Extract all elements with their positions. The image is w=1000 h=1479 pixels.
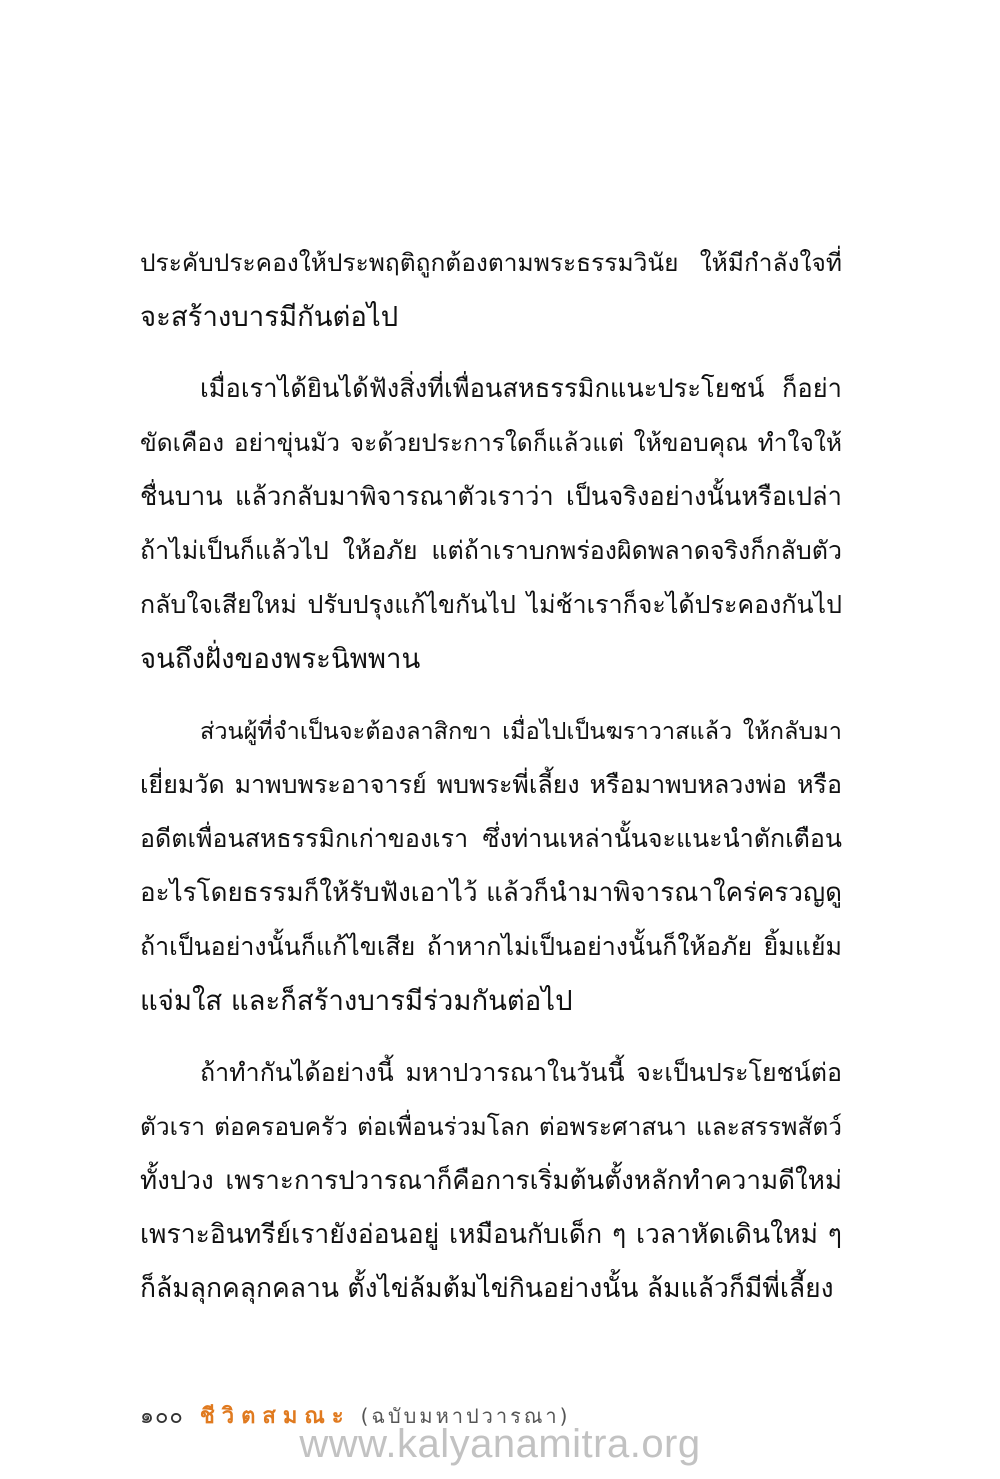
text-line: ถ้าเป็นอย่างนั้นก็แก้ไขเสีย ถ้าหากไม่เป็นอย่างนั้นก็ให้อภัย ยิ้มแย้ม bbox=[140, 932, 842, 961]
text-line: เยี่ยมวัด มาพบพระอาจารย์ พบพระพี่เลี้ยง หรือมาพบหลวงพ่อ หรือ bbox=[140, 770, 842, 799]
paragraph bbox=[140, 1046, 842, 1316]
watermark-url: www.kalyanamitra.org bbox=[299, 1422, 701, 1466]
text-line: ชื่นบาน แล้วกลับมาพิจารณาตัวเราว่า เป็นจริงอย่างนั้นหรือเปล่า bbox=[140, 482, 842, 512]
text-line: จนถึงฝั่งของพระนิพพาน bbox=[140, 643, 421, 675]
text-line: ส่วนผู้ที่จำเป็นจะต้องลาสิกขา เมื่อไปเป็นฆราวาสแล้ว ให้กลับมา bbox=[200, 717, 842, 745]
text-line: อดีตเพื่อนสหธรรมิกเก่าของเรา ซึ่งท่านเหล่านั้นจะแนะนำตักเตือน bbox=[140, 824, 842, 853]
text-line: แจ่มใส และก็สร้างบารมีร่วมกันต่อไป bbox=[140, 985, 573, 1017]
text-line: จะสร้างบารมีกันต่อไป bbox=[140, 301, 399, 333]
text-line: ถ้าไม่เป็นก็แล้วไป ให้อภัย แต่ถ้าเราบกพร่องผิดพลาดจริงก็กลับตัว bbox=[140, 536, 842, 565]
book-title: ชีวิตสมณะ bbox=[199, 1404, 351, 1429]
page-body bbox=[140, 236, 842, 1334]
page-number: ๑๐๐ bbox=[140, 1404, 184, 1429]
text-line: อะไรโดยธรรมก็ให้รับฟังเอาไว้ แล้วก็นำมาพิจารณาใคร่ครวญดู bbox=[140, 878, 842, 908]
body-paragraphs bbox=[140, 236, 842, 1316]
text-line: ขัดเคือง อย่าขุ่นมัว จะด้วยประการใดก็แล้วแต่ ให้ขอบคุณ ทำใจให้ bbox=[140, 428, 842, 457]
paragraph bbox=[140, 704, 842, 1028]
text-line: ก็ล้มลุกคลุกคลาน ตั้งไข่ล้มต้มไข่กินอย่างนั้น ล้มแล้วก็มีพี่เลี้ยง bbox=[140, 1273, 834, 1304]
text-line: เมื่อเราได้ยินได้ฟังสิ่งที่เพื่อนสหธรรมิกแนะประโยชน์ ก็อย่า bbox=[200, 374, 842, 404]
book-subtitle: (ฉบับมหาปวารณา) bbox=[360, 1404, 571, 1428]
text-line: เพราะอินทรีย์เรายังอ่อนอยู่ เหมือนกับเด็ก ๆ เวลาหัดเดินใหม่ ๆ bbox=[140, 1219, 842, 1250]
paragraph bbox=[140, 236, 842, 344]
text-line: กลับใจเสียใหม่ ปรับปรุงแก้ไขกันไป ไม่ช้าเราก็จะได้ประคองกันไป bbox=[140, 590, 842, 619]
paragraph bbox=[140, 362, 842, 686]
text-line: ประคับประคองให้ประพฤติถูกต้องตามพระธรรมวินัย ให้มีกำลังใจที่ bbox=[140, 248, 842, 277]
text-line: ถ้าทำกันได้อย่างนี้ มหาปวารณาในวันนี้ จะเป็นประโยชน์ต่อ bbox=[200, 1058, 842, 1087]
text-line: ตัวเรา ต่อครอบครัว ต่อเพื่อนร่วมโลก ต่อพระศาสนา และสรรพสัตว์ bbox=[140, 1112, 842, 1141]
text-line: ทั้งปวง เพราะการปวารณาก็คือการเริ่มต้นตั้งหลักทำความดีใหม่ bbox=[140, 1166, 842, 1196]
